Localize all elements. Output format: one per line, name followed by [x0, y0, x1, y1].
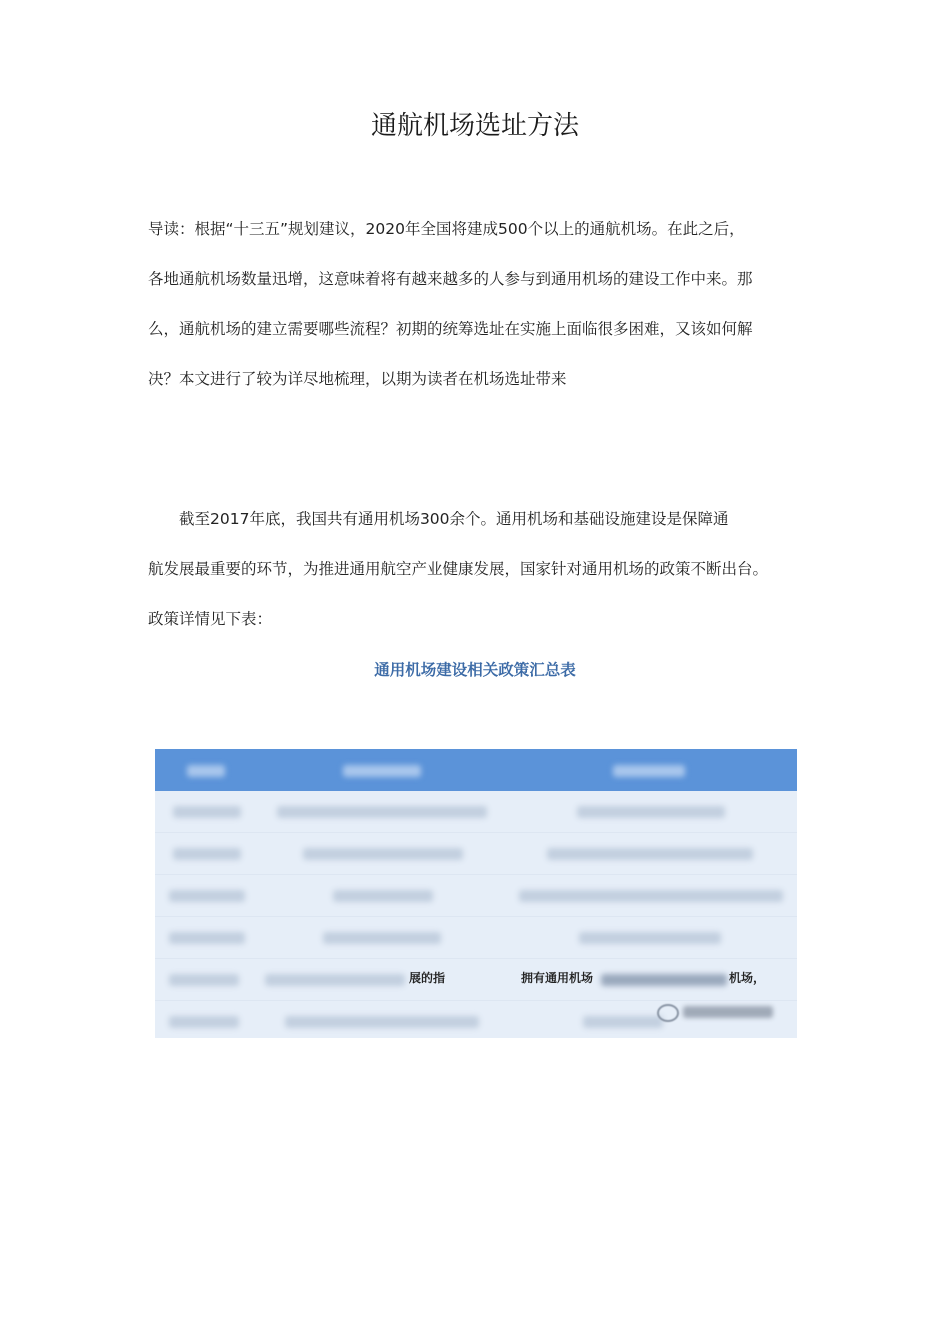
watermark-text-blurred — [683, 1006, 773, 1018]
table-header — [155, 749, 797, 791]
cell-blurred — [173, 806, 241, 818]
document-title: 通航机场选址方法 — [370, 111, 579, 141]
cell-blurred — [601, 974, 727, 986]
header-cell-blurred — [187, 765, 225, 777]
body-line: 航发展最重要的环节，为推进通用航空产业健康发展，国家针对通用机场的政策不断出台。 — [148, 560, 769, 578]
blurred-policy-table-image — [155, 749, 797, 1038]
visible-text-fragment: 拥有通用机场 — [521, 971, 594, 985]
intro-line: 导读：根据“十三五”规划建议，2020年全国将建成500个以上的通航机场。在此之后， — [148, 220, 745, 238]
cell-blurred — [169, 1016, 239, 1028]
cell-blurred — [333, 890, 433, 902]
cell-blurred — [277, 806, 487, 818]
cell-blurred — [169, 932, 245, 944]
cell-blurred — [323, 932, 441, 944]
cell-blurred — [285, 1016, 479, 1028]
table-row — [155, 791, 797, 833]
cell-blurred — [583, 1016, 663, 1028]
cell-blurred — [519, 890, 783, 902]
cell-blurred — [265, 974, 405, 986]
table-caption: 通用机场建设相关政策汇总表 — [374, 661, 576, 679]
table-row — [155, 959, 797, 1001]
intro-line: 么，通航机场的建立需要哪些流程？初期的统筹选址在实施上面临很多困难，又该如何解 — [148, 320, 753, 338]
intro-paragraph — [148, 204, 813, 404]
intro-line: 决？本文进行了较为详尽地梳理，以期为读者在机场选址带来 — [148, 370, 567, 388]
header-cell-blurred — [343, 765, 421, 777]
cell-blurred — [577, 806, 725, 818]
body-line: 截至2017年底，我国共有通用机场300余个。通用机场和基础设施建设是保障通 — [179, 510, 729, 528]
intro-line: 各地通航机场数量迅增，这意味着将有越来越多的人参与到通用机场的建设工作中来。那 — [148, 270, 753, 288]
wechat-icon — [657, 1004, 679, 1022]
cell-blurred — [547, 848, 753, 860]
visible-text-fragment: 展的指 — [409, 971, 446, 985]
body-paragraph — [148, 494, 813, 644]
cell-blurred — [169, 890, 245, 902]
table-row — [155, 833, 797, 875]
cell-blurred — [169, 974, 239, 986]
cell-blurred — [579, 932, 721, 944]
cell-blurred — [303, 848, 463, 860]
visible-text-fragment: 机场， — [729, 971, 766, 985]
header-cell-blurred — [613, 765, 685, 777]
body-line: 政策详情见下表： — [148, 610, 273, 628]
watermark — [657, 1002, 777, 1022]
cell-blurred — [173, 848, 241, 860]
table-row — [155, 917, 797, 959]
table-row — [155, 875, 797, 917]
